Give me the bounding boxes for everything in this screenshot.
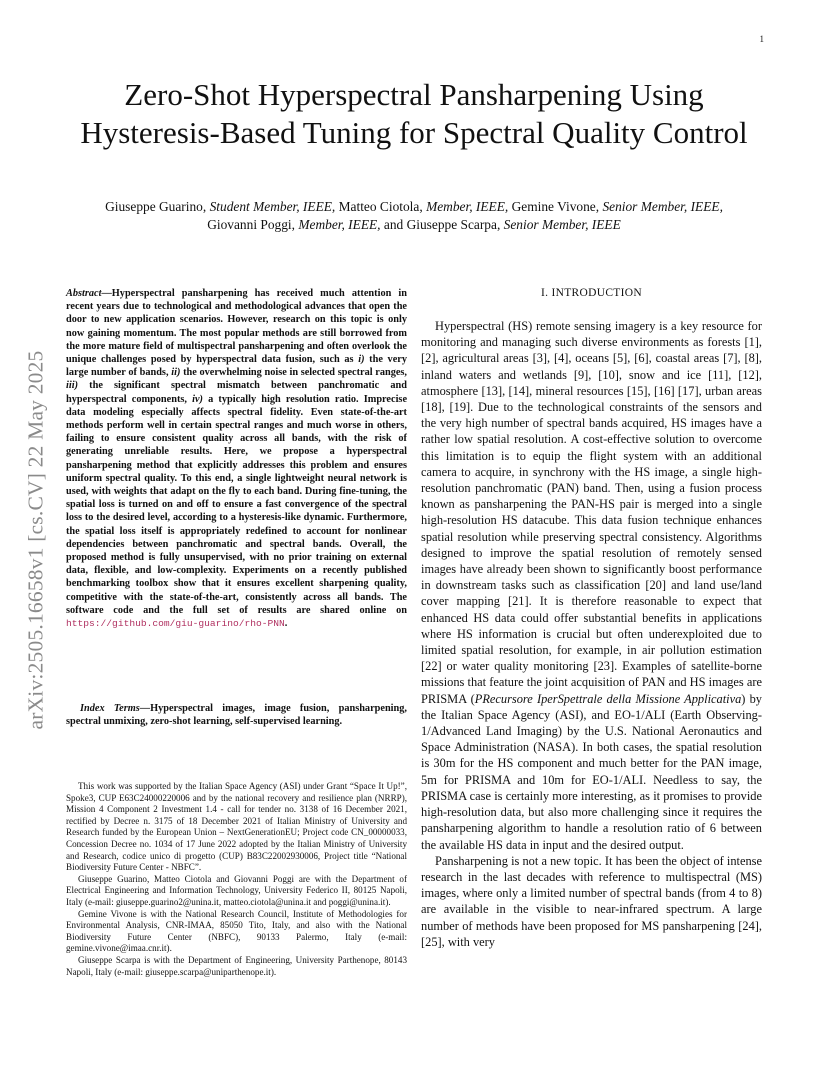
- section-heading: I. INTRODUCTION: [541, 287, 642, 299]
- abstract-text: the overwhelming noise in selected spectral ranges,: [183, 367, 408, 379]
- abstract-text: the significant spectral mismatch between panchromatic and hyperspectral components,: [66, 380, 407, 405]
- abstract: [66, 287, 407, 630]
- paragraph: [421, 318, 762, 853]
- abstract-text: a typically high resolution ratio. Imprecise data modeling especially affects spectral fidelity. Even state-of-the-art methods perform well in certain spectral ranges and much worse in others, failing to ensure consistent quality across all bands, with the risk of generating unreliable results. Here, we propose a hyperspectral pansharpening method that explicitly addresses this problem and ensures uniform spectral quality. To this end, a single lightweight neural network is used, with weights that adapt on the fly to each band. During fine-tuning, the spatial loss is turned on and off to ensure a fast convergence of the spectral loss to the desired level, according to a hysteresis-like dynamic. Furthermore, the spatial loss itself is appropriately redefined to account for nonlinear dependencies between panchromatic and spectral bands. Overall, the proposed method is fully unsupervised, with no prior training on external data, flexible, and low-complexity. Experiments on a recently published benchmarking toolbox show that it ensures excellent sharpening quality, competitive with the state-of-the-art, consistently across all bands. The software code and the full set of results are shared online on: [66, 393, 408, 616]
- arxiv-stamp: [6, 295, 66, 785]
- paper-title: Zero-Shot Hyperspectral Pansharpening Using Hysteresis-Based Tuning for Spectral Quality Control: [80, 77, 748, 150]
- index-terms: [66, 702, 407, 728]
- author-list: [60, 198, 768, 234]
- affiliation-footnote: Gemine Vivone is with the National Research Council, Institute of Methodologies for Environmental Analysis, CNR-IMAA, 85050 Tito, Italy, and also with the National Biodiversity Future Center (NBFC), 90133 Palermo, Italy (e-mail: gemine.vivone@imaa.cnr.it).: [66, 908, 407, 954]
- arxiv-identifier: arXiv:2505.16658v1 [cs.CV] 22 May 2025: [23, 350, 48, 730]
- author-membership: Student Member, IEEE,: [209, 199, 336, 214]
- list-marker: i): [358, 354, 365, 366]
- footnotes: [66, 781, 407, 978]
- funding-footnote: This work was supported by the Italian Space Agency (ASI) under Grant “Space It Up!”, Spoke3, CUP E63C24000220006 and by the national recovery and resilience plan (NRRP), Mission 4 Component 2 Investment 1.4 - call for tender no. 3138 of 16 December 2021, rectified by Decree n. 3175 of 18 December 2021 of Italian Ministry of University and Research funded by the European Union – NextGenerationEU; Project code CN_00000033, Concession Decree no. 1034 of 17 June 2022 adopted by the Italian Ministry of University and Research, codice unico di progetto (CUP) B83C22002930006, Project title “National Biodiversity Future Center - NBFC”.: [66, 781, 407, 873]
- paragraph-text: Hyperspectral (HS) remote sensing imagery is a key resource for monitoring and managing such diverse environments as forests [1], [2], agricultural areas [3], [4], oceans [5], [6], coastal areas [7], [8], inland waters and wetlands [9], [10], snow and ice [11], [12], atmosphere [13], [14], mineral resources [15], [16] [17], urban areas [18], [19]. Due to the technological constraints of the sensors and the very high number of spectral bands acquired, HS images have a rather low spatial resolution. A cost-effective solution to overcome this limitation is to equip the flight system with an additional camera to acquire, in synchrony with the HS image, a single high-resolution panchromatic (PAN) band. Then, using a fusion process known as pansharpening the PAN-HS pair is merged into a single high-resolution HS datacube. This data fusion technique enhances spatial resolution while preserving spectral consistency. Algorithms designed to improve the spatial resolution of remotely sensed images have already been shown to significantly boost performance in downstream tasks such as classification [20] and land use/land cover mapping [21]. It is therefore reasonable to expect that enhanced HS data could offer substantial benefits in applications where HS information is crucial but often underexploited due to limited spatial resolution, for example, in air pollution estimation [22] or water quality monitoring [23]. Examples of satellite-borne missions that feature the joint acquisition of PAN and HS images are PRISMA (: [421, 319, 762, 706]
- affiliation-footnote: Giuseppe Scarpa is with the Department of Engineering, University Parthenope, 80143 Napoli, Italy (e-mail: giuseppe.scarpa@uniparthenope.it).: [66, 954, 407, 977]
- abstract-text: the very large number of bands,: [66, 354, 407, 379]
- author-name: Giovanni Poggi,: [207, 217, 295, 232]
- index-terms-label: Index Terms: [80, 703, 140, 714]
- abstract-label: Abstract: [66, 288, 102, 299]
- introduction-text: [421, 318, 762, 950]
- code-url-link[interactable]: https://github.com/giu-guarino/rho-PNN: [66, 618, 285, 630]
- author-name: Matteo Ciotola,: [338, 199, 423, 214]
- paragraph-text-italic: PRecursore IperSpettrale della Missione Applicativa: [474, 691, 742, 706]
- page-number: 1: [759, 34, 764, 44]
- list-marker: iii): [66, 380, 79, 392]
- abstract-text: —Hyperspectral pansharpening has received much attention in recent years due to technological and methodological advances that open the door to new application scenarios. However, research on this topic is only now gaining momentum. The most popular methods are still borrowed from the more mature field of multispectral pansharpening and often overlook the unique challenges posed by hyperspectral data fusion, such as: [66, 288, 407, 366]
- author-membership: Senior Member, IEEE,: [602, 199, 723, 214]
- author-name: Gemine Vivone,: [511, 199, 600, 214]
- author-membership: Member, IEEE,: [298, 217, 381, 232]
- paragraph: Pansharpening is not a new topic. It has been the object of intense research in the last decades with reference to multispectral (MS) images, where only a limited number of spectral bands (from 4 to 8) are available in the visible to near-infrared spectrum. A large number of methods have been proposed for MS pansharpening [24], [25], with very: [421, 853, 762, 949]
- author-membership: Senior Member, IEEE: [503, 217, 621, 232]
- list-marker: iv): [192, 393, 203, 405]
- abstract-end: .: [284, 618, 288, 630]
- author-name: Giuseppe Guarino,: [105, 199, 207, 214]
- paragraph-text: ) by the Italian Space Agency (ASI), and EO-1/ALI (Earth Observing-1/Advanced Land Imaging) by the U.S. National Aeronautics and Space Administration (NASA). In both cases, the spatial resolution is 30m for the HS component and much better for the PAN image, 5m for PRISMA and 10m for EO-1/ALI. Needless to say, the PRISMA case is certainly more interesting, as it promises to provide high-resolution data, but also more challenging since it requires the pansharpening algorithm to handle a resolution ratio of 6 between the available HS data in input and the desired output.: [421, 691, 762, 852]
- affiliation-footnote: Giuseppe Guarino, Matteo Ciotola and Giovanni Poggi are with the Department of Electrical Engineering and Information Technology, University Federico II, 80125 Napoli, Italy (e-mail: giuseppe.guarino2@unina.it, matteo.ciotola@unina.it and poggi@unina.it).: [66, 873, 407, 907]
- author-name: and Giuseppe Scarpa,: [383, 217, 501, 232]
- list-marker: ii): [171, 367, 181, 379]
- author-membership: Member, IEEE,: [426, 199, 509, 214]
- index-terms-text: —Hyperspectral images, image fusion, pansharpening, spectral unmixing, zero-shot learning, self-supervised learning.: [66, 703, 407, 728]
